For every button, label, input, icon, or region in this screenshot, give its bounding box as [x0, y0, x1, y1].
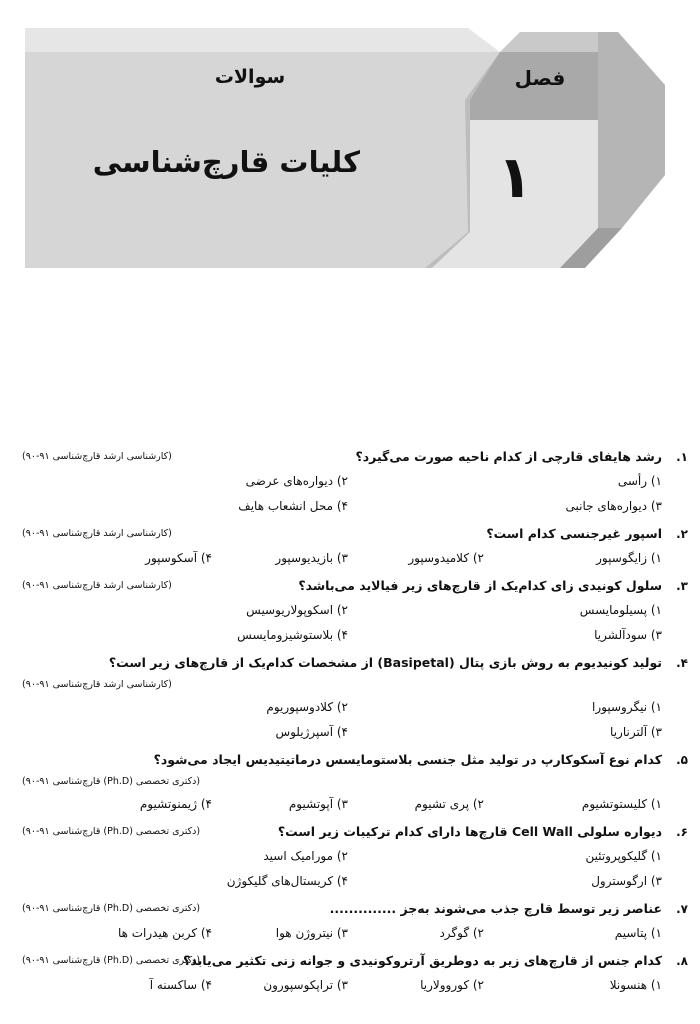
- option-2: ۲) اسکوپولاریوسیس: [246, 603, 348, 617]
- question-number: ۱.: [676, 450, 688, 464]
- question-number: ۴.: [676, 656, 688, 670]
- question-text: دیواره سلولی Cell Wall قارچ‌ها دارای کدام ترکیبات زیر است؟: [277, 824, 662, 839]
- option-1: ۱) کلیستوتشیوم: [581, 797, 662, 811]
- question-number: ۶.: [676, 825, 688, 839]
- option-3: ۳) دیواره‌های جانبی: [565, 499, 662, 513]
- option-2: ۲) گوگرد: [439, 926, 484, 940]
- option-1: ۱) پتاسیم: [614, 926, 662, 940]
- question-source: (دکتری تخصصی (Ph.D) قارچ‌شناسی ۹۱-۹۰): [22, 955, 201, 966]
- question-source: (کارشناسی ارشد قارچ‌شناسی ۹۱-۹۰): [22, 528, 172, 539]
- option-3: ۳) ارگوسترول: [591, 874, 662, 888]
- option-2: ۲) کلامیدوسپور: [408, 551, 484, 565]
- option-3: ۳) بازیدیوسپور: [275, 551, 348, 565]
- option-4: ۴) ساکسنه آ: [149, 978, 212, 992]
- option-4: ۴) کریستال‌های گلیکوژن: [226, 874, 348, 888]
- banner-top-face: [25, 28, 500, 52]
- option-4: ۴) ژیمنوتشیوم: [139, 797, 212, 811]
- question-text: تولید کونیدیوم به روش بازی پتال (Basipetal) از مشخصات کدام‌یک از قارچ‌های زیر است؟: [108, 655, 662, 670]
- option-4: ۴) کربن هیدرات ها: [117, 926, 212, 940]
- question-text: کدام جنس از قارچ‌های زیر به دوطریق آرتروکونیدی و جوانه زنی تکثیر می‌یابد؟: [183, 953, 662, 968]
- question-source: (دکتری تخصصی (Ph.D) قارچ‌شناسی ۹۱-۹۰): [22, 776, 201, 787]
- question-7: [22, 897, 688, 946]
- chapter-number: ۱: [497, 143, 533, 211]
- option-2: ۲) کلادوسپوریوم: [266, 700, 348, 714]
- question-3: [22, 574, 688, 648]
- question-text: اسپور غیرجنسی کدام است؟: [486, 526, 662, 541]
- option-4: ۴) آسکوسپور: [145, 551, 212, 565]
- question-5: [22, 748, 688, 817]
- question-list: [22, 445, 688, 1001]
- question-source: (کارشناسی ارشد قارچ‌شناسی ۹۱-۹۰): [22, 451, 172, 462]
- chapter-banner: [0, 0, 700, 300]
- question-number: ۲.: [676, 527, 688, 541]
- section-title: سوالات: [214, 66, 286, 88]
- question-4: [22, 651, 688, 745]
- option-1: ۱) نیگروسپورا: [592, 700, 662, 714]
- option-4: ۴) محل انشعاب هایف: [238, 499, 348, 513]
- option-4: ۴) آسپرژیلوس: [275, 725, 348, 739]
- question-source: (کارشناسی ارشد قارچ‌شناسی ۹۱-۹۰): [22, 679, 172, 690]
- option-1: ۱) گلیکوپروتئین: [585, 849, 662, 863]
- option-3: ۳) نیتروژن هوا: [275, 926, 348, 940]
- question-number: ۸.: [676, 954, 688, 968]
- question-text: عناصر زیر توسط قارچ جذب می‌شوند به‌جز ..............: [329, 901, 662, 916]
- option-3: ۳) سودآلشریا: [594, 628, 662, 642]
- option-1: ۱) رأسی: [617, 474, 662, 488]
- question-6: [22, 820, 688, 894]
- option-1: ۱) هنسونلا: [609, 978, 662, 992]
- option-1: ۱) پسیلومایسس: [579, 603, 662, 617]
- option-2: ۲) دیواره‌های عرضی: [245, 474, 348, 488]
- question-source: (دکتری تخصصی (Ph.D) قارچ‌شناسی ۹۱-۹۰): [22, 903, 201, 914]
- question-source: (دکتری تخصصی (Ph.D) قارچ‌شناسی ۹۱-۹۰): [22, 826, 201, 837]
- option-2: ۲) مورامیک اسید: [263, 849, 348, 863]
- option-3: ۳) آلترناریا: [610, 725, 662, 739]
- chapter-title: کلیات قارچ‌شناسی: [92, 145, 360, 179]
- option-3: ۳) تراپکوسپورون: [263, 978, 348, 992]
- question-number: ۷.: [676, 902, 688, 916]
- option-2: ۲) کوروولاریا: [420, 978, 484, 992]
- question-number: ۵.: [676, 753, 688, 767]
- option-1: ۱) زایگوسپور: [596, 551, 662, 565]
- chapter-label: فصل: [514, 66, 566, 90]
- question-8: [22, 949, 688, 998]
- option-3: ۳) آپوتشیوم: [288, 797, 348, 811]
- banner-right-side: [598, 32, 665, 228]
- question-source: (کارشناسی ارشد قارچ‌شناسی ۹۱-۹۰): [22, 580, 172, 591]
- question-1: [22, 445, 688, 519]
- question-text: کدام نوع آسکوکارپ در تولید مثل جنسی بلاستومایسس درماتیتیدیس ایجاد می‌شود؟: [153, 752, 662, 767]
- option-4: ۴) بلاستوشیزومایسس: [237, 628, 348, 642]
- option-2: ۲) پری تشیوم: [414, 797, 484, 811]
- question-2: [22, 522, 688, 571]
- question-text: رشد هایفای قارچی از کدام ناحیه صورت می‌گیرد؟: [355, 449, 662, 464]
- question-number: ۳.: [676, 579, 688, 593]
- question-text: سلول کونیدی زای کدام‌یک از قارچ‌های زیر فیالاید می‌باشد؟: [298, 578, 662, 593]
